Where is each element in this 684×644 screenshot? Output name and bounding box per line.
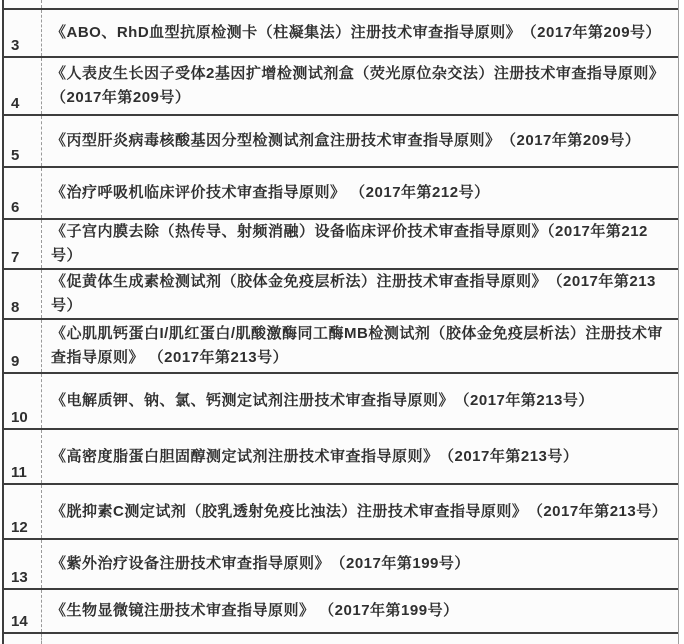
row-number-cell [4, 168, 42, 218]
row-text-cell [42, 116, 678, 166]
row-text-cell [42, 485, 678, 538]
table-row [4, 428, 678, 483]
row-number: 4 [11, 95, 20, 112]
row-number-cell [4, 430, 42, 483]
table-row [4, 268, 678, 318]
guideline-title: 《紫外治疗设备注册技术审查指导原则》 （2017年第199号） [51, 555, 470, 572]
table-row [4, 8, 678, 56]
table-row [4, 114, 678, 166]
row-text-cell [42, 540, 678, 588]
row-number-cell [4, 270, 42, 318]
row-number: 14 [11, 613, 28, 630]
row-text-cell [42, 374, 678, 428]
row-text-cell [42, 0, 678, 8]
table-row [4, 166, 678, 218]
row-number: 3 [11, 37, 20, 54]
guideline-title: 《高密度脂蛋白胆固醇测定试剂注册技术审查指导原则》 （2017年第213号） [51, 447, 579, 465]
row-text-cell [42, 320, 678, 372]
guidelines-table [2, 0, 679, 644]
row-number: 8 [11, 299, 20, 316]
row-text-cell [42, 590, 678, 632]
row-number-cell [4, 485, 42, 538]
table-row [4, 56, 678, 114]
guideline-title: 《子宫内膜去除（热传导、射频消融）设备临床评价技术审查指导原则》（2017年第212号） [51, 223, 648, 264]
table-row [4, 538, 678, 588]
guideline-title: 《生物显微镜注册技术审查指导原则》 （2017年第199号） [51, 602, 459, 619]
row-text-cell [42, 58, 678, 114]
row-number-cell [4, 320, 42, 372]
row-number: 12 [11, 519, 28, 536]
table-row [4, 588, 678, 632]
table-row [4, 372, 678, 428]
table-row [4, 483, 678, 538]
row-number-cell [4, 634, 42, 644]
table-row [4, 218, 678, 268]
row-text-cell [42, 168, 678, 218]
row-number-cell [4, 116, 42, 166]
row-number: 13 [11, 569, 28, 586]
row-text-cell [42, 634, 678, 644]
guideline-title: 《ABO、RhD血型抗原检测卡（柱凝集法）注册技术审查指导原则》 （2017年第209号） [51, 24, 662, 41]
row-number: 7 [11, 249, 20, 266]
row-number-cell [4, 540, 42, 588]
row-number-cell [4, 374, 42, 428]
guideline-title: 《促黄体生成素检测试剂（胶体金免疫层析法）注册技术审查指导原则》 （2017年第213号） [51, 273, 656, 314]
row-number: 9 [11, 353, 20, 370]
guideline-title: 《治疗呼吸机临床评价技术审查指导原则》 （2017年第212号） [51, 184, 490, 201]
row-number-cell [4, 0, 42, 8]
table-row-partial-top [4, 0, 678, 8]
row-number: 11 [11, 464, 27, 481]
guideline-title: 《心肌肌钙蛋白I/肌红蛋白/肌酸激酶同工酶MB检测试剂（胶体金免疫层析法）注册技术审查指导原则》 （2017年第213号） [51, 325, 663, 366]
row-number-cell [4, 590, 42, 632]
row-number: 6 [11, 199, 20, 216]
row-number: 10 [11, 409, 28, 426]
guideline-title: 《电解质钾、钠、氯、钙测定试剂注册技术审查指导原则》 （2017年第213号） [51, 392, 594, 409]
row-number: 5 [11, 147, 20, 164]
row-number-cell [4, 220, 42, 268]
row-number-cell [4, 10, 42, 56]
row-text-cell [42, 220, 678, 268]
guideline-title: 《人表皮生长因子受体2基因扩增检测试剂盒（荧光原位杂交法）注册技术审查指导原则》（2017年第209号） [51, 65, 665, 106]
table-row-partial-bottom [4, 632, 678, 644]
guideline-title: 《胱抑素C测定试剂（胶乳透射免疫比浊法）注册技术审查指导原则》 （2017年第213号） [51, 502, 668, 520]
row-text-cell [42, 10, 678, 56]
table-row [4, 318, 678, 372]
row-text-cell [42, 430, 678, 483]
guideline-title: 《丙型肝炎病毒核酸基因分型检测试剂盒注册技术审查指导原则》 （2017年第209号） [51, 132, 641, 149]
row-number-cell [4, 58, 42, 114]
row-text-cell [42, 270, 678, 318]
